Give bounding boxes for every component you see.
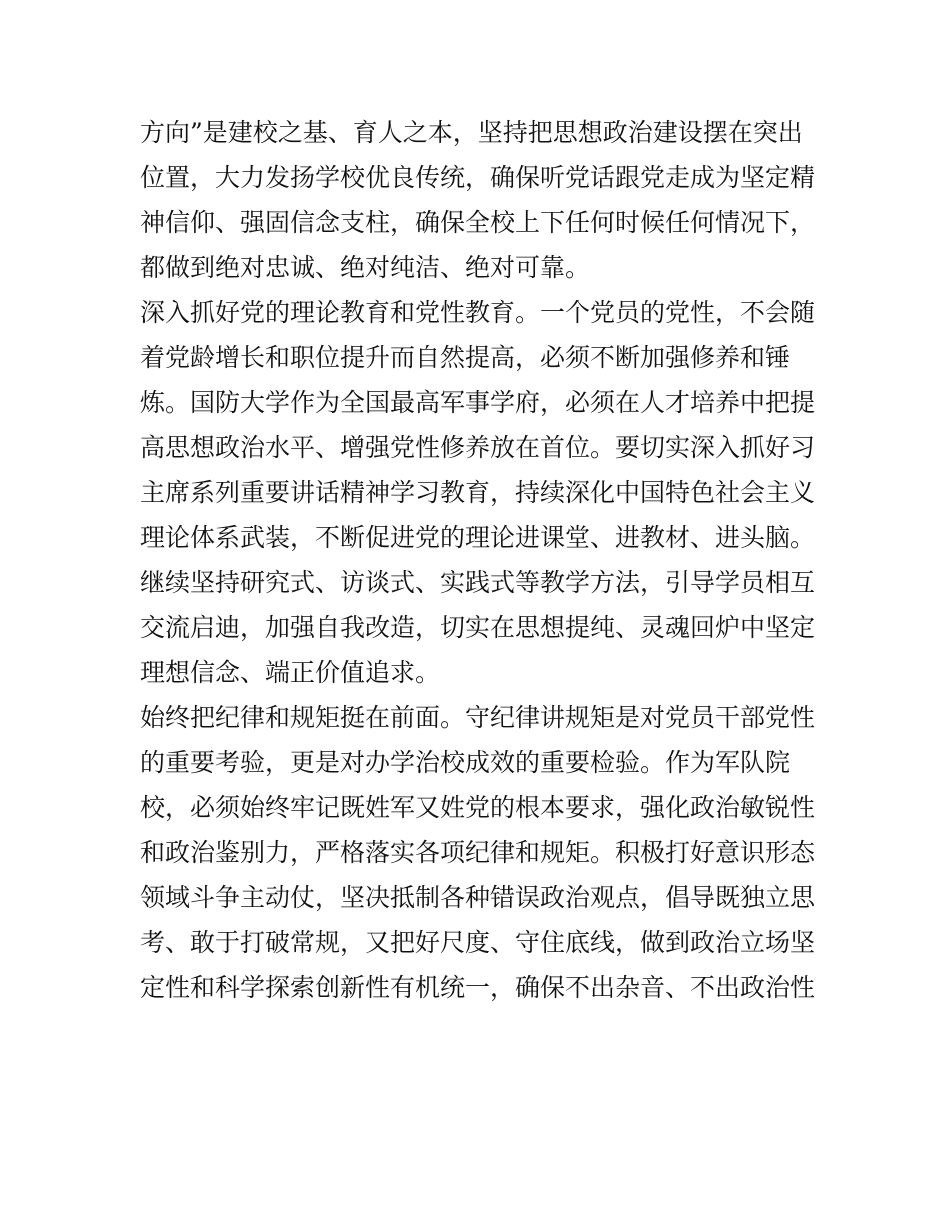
text-line: 神信仰、强固信念支柱，确保全校上下任何时候任何情况下， xyxy=(140,208,816,237)
text-line: 主席系列重要讲话精神学习教育，持续深化中国特色社会主义 xyxy=(140,478,816,507)
text-line: 高思想政治水平、增强党性修养放在首位。要切实深入抓好习 xyxy=(140,433,816,462)
text-line: 深入抓好党的理论教育和党性教育。一个党员的党性，不会随 xyxy=(140,298,816,327)
text-line: 方向”是建校之基、育人之本，坚持把思想政治建设摆在突出 xyxy=(140,118,803,147)
text-line: 领域斗争主动仗，坚决抵制各种错误政治观点，倡导既独立思 xyxy=(140,883,816,912)
text-line: 理论体系武装，不断促进党的理论进课堂、进教材、进头脑。 xyxy=(140,523,816,552)
body-text xyxy=(140,110,820,1010)
text-line: 始终把纪律和规矩挺在前面。守纪律讲规矩是对党员干部党性 xyxy=(140,703,816,732)
text-line: 炼。国防大学作为全国最高军事学府，必须在人才培养中把提 xyxy=(140,388,816,417)
text-line: 和政治鉴别力，严格落实各项纪律和规矩。积极打好意识形态 xyxy=(140,838,816,867)
text-line: 的重要考验，更是对办学治校成效的重要检验。作为军队院 xyxy=(140,748,791,777)
text-line: 位置，大力发扬学校优良传统，确保听党话跟党走成为坚定精 xyxy=(140,163,816,192)
text-line: 理想信念、端正价值追求。 xyxy=(140,658,441,687)
text-line: 交流启迪，加强自我改造，切实在思想提纯、灵魂回炉中坚定 xyxy=(140,613,816,642)
text-line: 校，必须始终牢记既姓军又姓党的根本要求，强化政治敏锐性 xyxy=(140,793,816,822)
text-line: 继续坚持研究式、访谈式、实践式等教学方法，引导学员相互 xyxy=(140,568,816,597)
text-line: 着党龄增长和职位提升而自然提高，必须不断加强修养和锤 xyxy=(140,343,791,372)
text-line: 考、敢于打破常规，又把好尺度、守住底线，做到政治立场坚 xyxy=(140,928,816,957)
text-line: 都做到绝对忠诚、绝对纯洁、绝对可靠。 xyxy=(140,253,591,282)
text-line: 定性和科学探索创新性有机统一，确保不出杂音、不出政治性 xyxy=(140,973,816,1002)
